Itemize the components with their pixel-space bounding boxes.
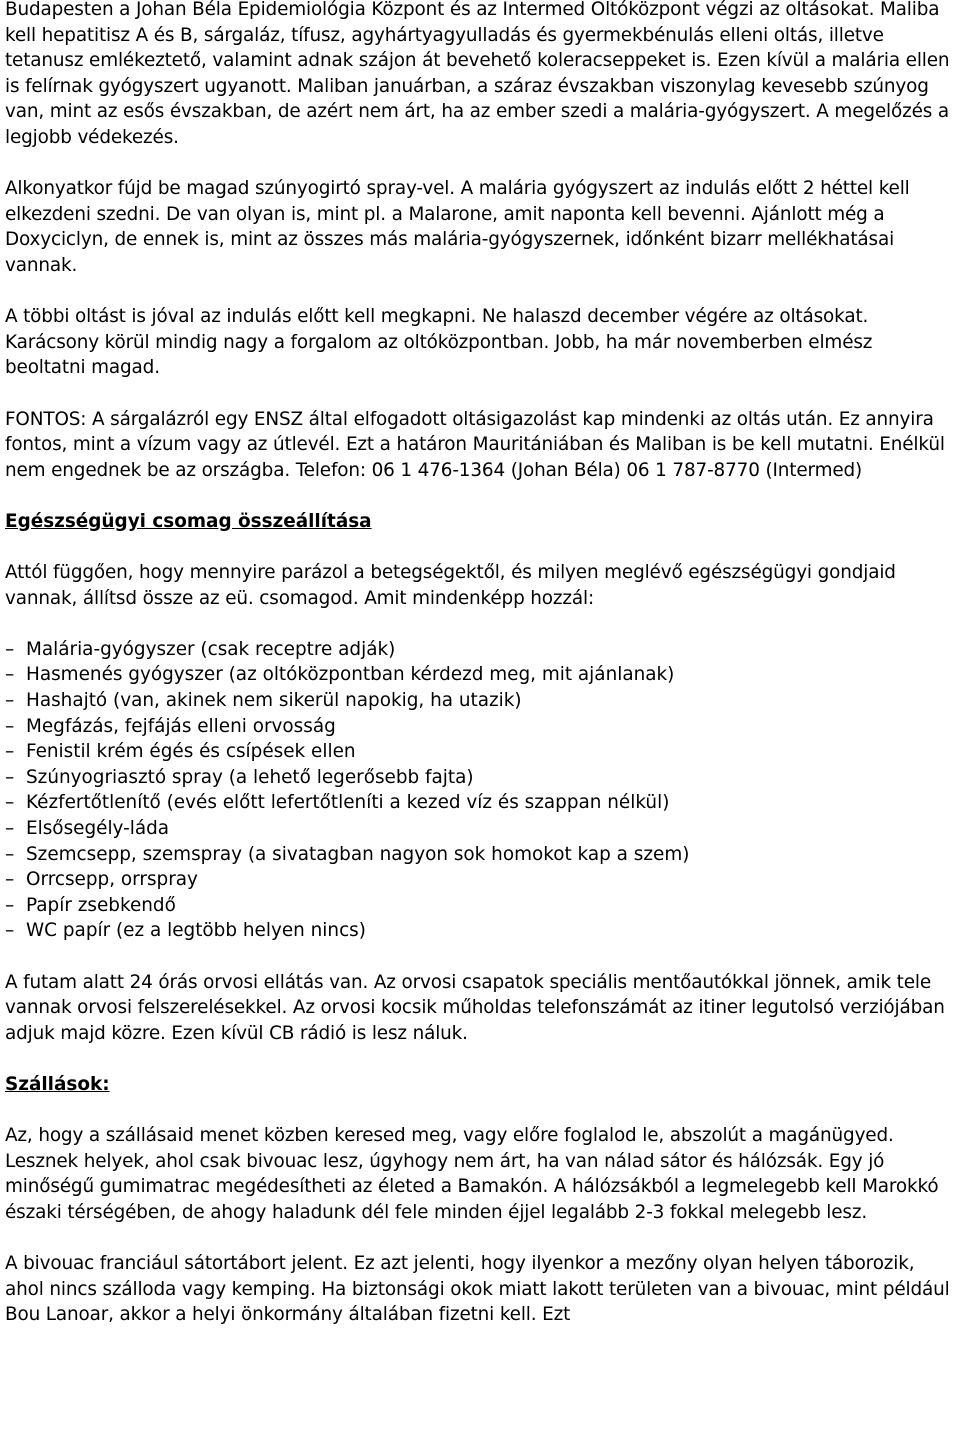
list-item-text: Elsősegély-láda <box>26 818 170 839</box>
list-item-text: WC papír (ez a legtöbb helyen nincs) <box>26 920 366 942</box>
dash-bullet: – <box>5 843 15 865</box>
list-item-text: Szemcsepp, szemspray (a sivatagban nagyon sok homokot kap a szem) <box>26 843 690 865</box>
health-kit-list <box>5 637 957 944</box>
list-item <box>5 739 957 765</box>
health-kit-intro-paragraph: Attól függően, hogy mennyire parázol a betegségektől, és milyen meglévő egészségügyi gondjaid vannak, állítsd össze az eü. csomagod. Amit mindenképp hozzál: <box>5 562 896 609</box>
accommodation-paragraph: Az, hogy a szállásaid menet közben keresed meg, vagy előre foglalod le, abszolút a magánügyed. Lesznek helyek, ahol csak bivouac lesz, úgyhogy nem árt, ha van nálad sátor és hálózsák. Egy jó minőségű gumimatrac megédesítheti az életed a Bamakón. A hálózsákból a legmelegebb kell Marokkó északi térségében, de ahogy haladunk dél fele minden éjjel legalább 2-3 fokkal melegebb lesz. <box>5 1125 939 1223</box>
other-vaccines-paragraph: A többi oltást is jóval az indulás előtt kell megkapni. Ne halaszd december végére az oltásokat. Karácsony körül mindig nagy a forgalom az oltóközpontban. Jobb, ha már novemberben elmész beoltatni magad. <box>5 306 873 379</box>
document-page <box>5 0 957 1353</box>
list-item <box>5 918 957 944</box>
dash-bullet: – <box>5 818 15 839</box>
list-item-text: Szúnyogriasztó spray (a lehető legerősebb fajta) <box>26 766 474 788</box>
dash-bullet: – <box>5 766 15 788</box>
dash-bullet: – <box>5 894 15 916</box>
bivouac-paragraph: A bivouac franciául sátortábort jelent. Ez azt jelenti, hogy ilyenkor a mezőny olyan helyen táborozik, ahol nincs szálloda vagy kemping. Ha biztonsági okok miatt lakott területen van a bivouac, mint például Bou Lanoar, akkor a helyi önkormány általában fizetni kell. Ezt <box>5 1253 950 1326</box>
list-item-text: Hasmenés gyógyszer (az oltóközpontban kérdezd meg, mit ajánlanak) <box>26 664 675 686</box>
dash-bullet: – <box>5 638 15 660</box>
dash-bullet: – <box>5 920 15 942</box>
list-item <box>5 816 957 842</box>
list-item-text: Papír zsebkendő <box>26 894 176 916</box>
dash-bullet: – <box>5 741 15 763</box>
accommodation-heading: Szállások: <box>5 1073 110 1095</box>
list-item <box>5 867 957 893</box>
list-item <box>5 893 957 919</box>
list-item-text: Malária-gyógyszer (csak receptre adják) <box>26 638 396 660</box>
list-item <box>5 790 957 816</box>
list-item-text: Hashajtó (van, akinek nem sikerül napokig, ha utazik) <box>26 690 522 712</box>
list-item-text: Fenistil krém égés és csípések ellen <box>26 741 356 763</box>
list-item-text: Kézfertőtlenítő (evés előtt lefertőtleníti a kezed víz és szappan nélkül) <box>26 792 670 814</box>
important-notice-paragraph: FONTOS: A sárgalázról egy ENSZ által elfogadott oltásigazolást kap mindenki az oltás után. Ez annyira fontos, mint a vízum vagy az útlevél. Ezt a határon Mauritániában és Maliban is be kell mutatni. Enélkül nem engednek be az országba. Telefon: 06 1 476-1364 (Johan Béla) 06 1 787-8770 (Intermed) <box>5 408 945 481</box>
dash-bullet: – <box>5 792 15 814</box>
dash-bullet: – <box>5 690 15 712</box>
health-kit-heading: Egészségügyi csomag összeállítása <box>5 510 372 532</box>
list-item-text: Orrcsepp, orrspray <box>26 869 198 891</box>
dash-bullet: – <box>5 869 15 891</box>
dash-bullet: – <box>5 664 15 686</box>
list-item <box>5 714 957 740</box>
medical-service-paragraph: A futam alatt 24 órás orvosi ellátás van. Az orvosi csapatok speciális mentőautókkal jönnek, amik tele vannak orvosi felszerelésekkel. Az orvosi kocsik műholdas telefonszámát az itiner legutolsó verziójában adjuk majd közre. Ezen kívül CB rádió is lesz náluk. <box>5 971 945 1044</box>
list-item <box>5 637 957 663</box>
list-item-text: Megfázás, fejfájás elleni orvosság <box>26 715 336 737</box>
list-item <box>5 688 957 714</box>
list-item <box>5 842 957 868</box>
list-item <box>5 662 957 688</box>
dash-bullet: – <box>5 715 15 737</box>
mosquito-spray-paragraph: Alkonyatkor fújd be magad szúnyogirtó spray-vel. A malária gyógyszert az indulás előtt 2 héttel kell elkezdeni szedni. De van olyan is, mint pl. a Malarone, amit naponta kell bevenni. Ajánlott még a Doxyciclyn, de ennek is, mint az összes más malária-gyógyszernek, időnként bizarr mellékhatásai vannak. <box>5 178 910 276</box>
list-item <box>5 765 957 791</box>
vaccination-paragraph: Budapesten a Johan Béla Epidemiológia Központ és az Intermed Oltóközpont végzi az oltásokat. Maliba kell hepatitisz A és B, sárgaláz, tífusz, agyhártyagyulladás és gyermekbénulás elleni oltás, illetve tetanusz emlékeztető, valamint adnak szájon át bevehető koleracseppeket is. Ezen kívül a malária ellen is felírnak gyógyszert ugyanott. Maliban januárban, a száraz évszakban viszonylag kevesebb szúnyog van, mint az esős évszakban, de azért nem árt, ha az ember szedi a malária-gyógyszert. A megelőzés a legjobb védekezés. <box>5 0 950 148</box>
